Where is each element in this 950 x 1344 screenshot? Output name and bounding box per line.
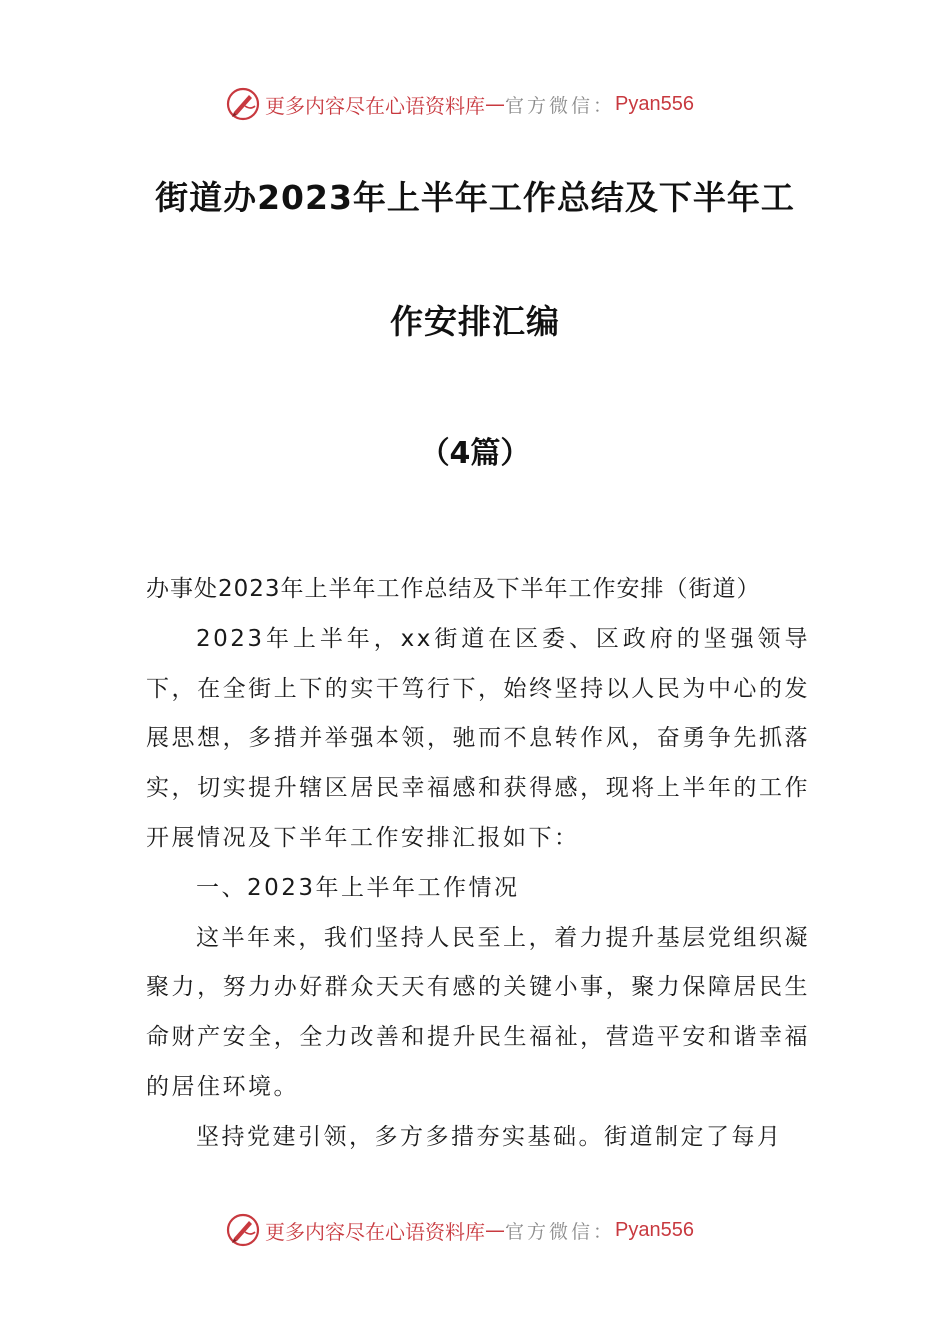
pen-circle-logo-icon	[225, 86, 261, 122]
paragraph-party-building: 坚持党建引领，多方多措夯实基础。街道制定了每月	[196, 1123, 783, 1150]
watermark-header	[225, 84, 694, 124]
watermark-wechat-id: Pyan556	[615, 1218, 694, 1241]
watermark-label: 官方微信：	[505, 1220, 616, 1243]
paragraph-summary: 这半年来，我们坚持人民至上，着力提升基层党组织凝聚力，努力办好群众天天有感的关键小事，聚力保障居民生命财产安全，全力改善和提升民生福祉，营造平安和谐幸福的居住环境。	[146, 924, 810, 1100]
document-article-count: （4篇）	[419, 436, 531, 471]
watermark-main-text: 更多内容尽在心语资料库	[265, 93, 485, 118]
watermark-main-text: 更多内容尽在心语资料库	[265, 1219, 485, 1244]
article-heading: 办事处2023年上半年工作总结及下半年工作安排（街道）	[146, 576, 761, 602]
watermark-footer	[225, 1210, 694, 1250]
section-heading: 一、2023年上半年工作情况	[196, 874, 520, 901]
document-body	[146, 565, 810, 1163]
paragraph-intro: 2023年上半年，xx街道在区委、区政府的坚强领导下，在全街上下的实干笃行下，始终坚持以人民为中心的发展思想，多措并举强本领，驰而不息转作风，奋勇争先抓落实，切实提升辖区居民幸福感和获得感，现将上半年的工作开展情况及下半年工作安排汇报如下：	[146, 625, 810, 851]
document-title-line-2: 作安排汇编	[390, 302, 560, 341]
document-title-line-1: 街道办2023年上半年工作总结及下半年工	[155, 178, 795, 217]
pen-circle-logo-icon	[225, 1212, 261, 1248]
watermark-label: 官方微信：	[505, 94, 616, 117]
watermark-wechat-id: Pyan556	[615, 92, 694, 115]
watermark-separator: —	[485, 1218, 505, 1242]
watermark-separator: —	[485, 92, 505, 116]
